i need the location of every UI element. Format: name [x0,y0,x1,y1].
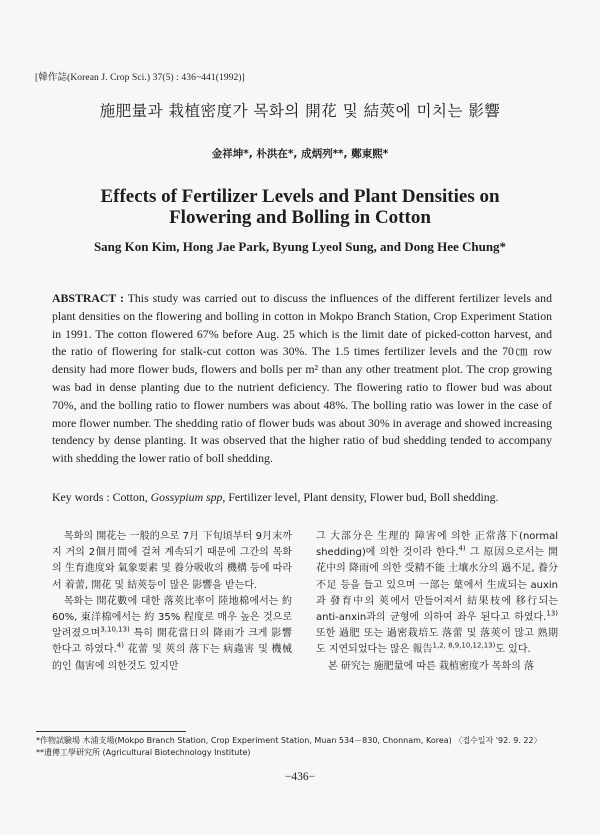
citation-ref: 4) [458,544,466,553]
keywords-plain: Cotton, [112,490,148,504]
right-p1-text-a: 그 大部分은 生理的 障害에 의한 正常落下(normal shedding)에 의한 것이라 한다. [316,531,558,559]
korean-authors: 金祥坤*, 朴洪在*, 成炳列**, 鄭東熙* [211,148,389,160]
footnote-divider [36,731,186,732]
intro-paragraph-2-continued [316,529,558,659]
right-p1-text-b: 그 原因으로서는 開花中의 降雨에 의한 受精不能 土壤水分의 過不足, 養分不足 등을 들고 있으며 一部는 葉에서 生成되는 auxin과 發育中의 莢에서 만들어져서 結果枝에 移行되는 anti-anxin과의 균형에 의하여 좌우 된다고 하였다. [316,547,558,624]
citation-ref: 3,10,13) [100,625,130,634]
keywords-species: Gossypium spp, [150,490,226,504]
journal-citation: [韓作誌(Korean J. Crop Sci.) 37(5) : 436~441(1992)] [35,73,245,83]
intro-p2-text-c: 花蕾 및 莢의 落下는 病蟲害 및 機械的인 傷害에 의한것도 있지만 [52,644,292,672]
right-p1-text-d: 도 있다. [495,644,531,656]
keywords-label: Key words : [52,490,110,504]
intro-p2-text-b: 특히 開花當日의 降雨가 크게 影響한다고 하였다. [52,628,292,656]
korean-title: 施肥量과 栽植密度가 목화의 開花 및 結莢에 미치는 影響 [99,102,501,120]
intro-paragraph-3: 본 研究는 施肥量에 따른 栽植密度가 목화의 落 [328,660,535,672]
body-column-right [316,529,558,675]
english-title [0,186,600,228]
abstract [52,290,552,468]
body-column-left [52,529,292,675]
page-number: −436− [284,771,316,783]
keywords-rest: Fertilizer level, Plant density, Flower bud, Boll shedding. [228,490,499,504]
abstract-text: This study was carried out to discuss the influences of the different fertilizer levels and plant densities on the flowering and bolling in cotton in Mokpo Branch Station, Crop Experiment Station in 1991. The cotton flowered 67% before Aug. 25 which is the limit date of picked-cotton harvest, and the ratio of flowering for stalk-cut cotton was 30%. The 1.5 times fertilizer levels and the 70㎝ row density had more flower buds, flowers and bolls per m² than any other treatment plot. The crop growing was bad in dense planting due to the nutrient deficiency. The flowering ratio to flower bud was about 70%, and the bolling ratio to flower numbers was about 48%. The bolling ratio was lower in the case of more flower number. The shedding ratio of flower buds was about 30% in average and showed increasing tendency by dense planting. It was observed that the higher ratio of bud shedding tended to accompany with shedding the lower ratio of boll shedding. [52,291,552,466]
intro-paragraph-2 [52,594,292,675]
english-authors: Sang Kon Kim, Hong Jae Park, Byung Lyeol Sung, and Dong Hee Chung* [93,239,507,254]
english-title-line-1: Effects of Fertilizer Levels and Plant Densities on [100,186,500,207]
english-title-line-2: Flowering and Bolling in Cotton [169,207,431,228]
right-p1-text-c: 또한 過肥 또는 過密栽培도 落蕾 및 落莢이 많고 熟期도 지연되었다는 많은 報告 [316,628,558,656]
intro-paragraph-1: 목화의 開花는 一般的으로 7月 下旬頃부터 9月末까지 거의 2個月間에 걸쳐 계속되기 때문에 그간의 목화의 生育進度와 氣象要素 및 養分吸收의 機構 등에 따라서 着蕾, 開花 및 結莢등이 많은 影響을 받는다. [52,531,292,591]
citation-ref: 13) [546,609,558,618]
footnote-2: **遺傳工學研究所 (Agricultural Biotechnology Institute) [36,748,251,757]
intro-p2-text-a: 목화는 開花數에 대한 落莢比率이 陸地棉에서는 約 60%, 東洋棉에서는 約 35% 程度로 매우 높은 것으로 알려졌으며 [52,595,292,640]
citation-ref: 4) [116,642,124,651]
keywords [52,490,552,505]
footnotes [36,735,576,759]
abstract-label: ABSTRACT : [52,291,124,305]
citation-ref: 1,2, 8,9,10,12,13) [432,642,496,651]
footnote-1: *作物試驗場 木浦支場(Mokpo Branch Station, Crop Experiment Station, Muan 534－830, Chonnam, Korea) 〈접수일자 '92. 9. 22〉 [36,736,542,745]
